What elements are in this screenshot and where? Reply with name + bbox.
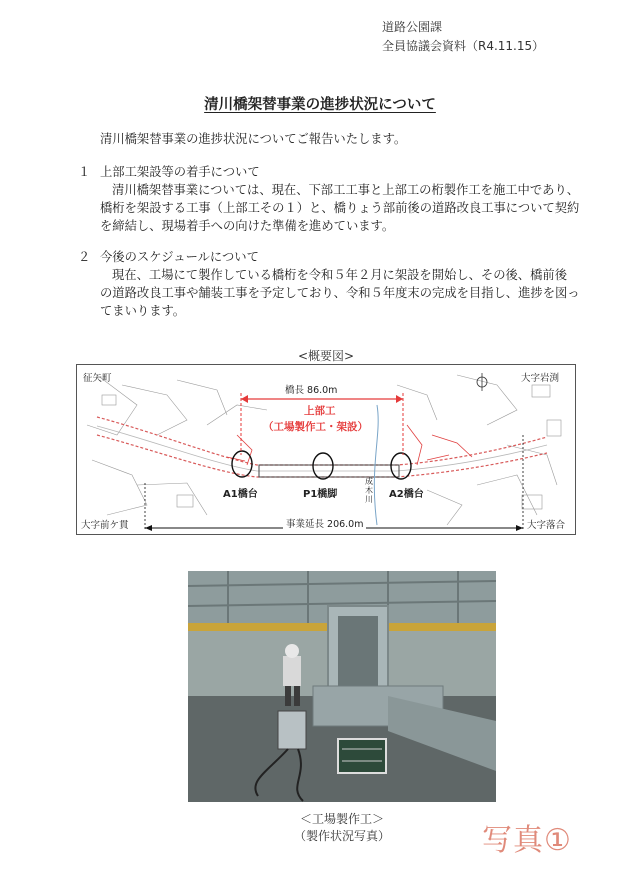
section-1-line: を締結し、現場着手への向けた準備を進めています。 [100,219,395,233]
p1-pier-label: P1橋脚 [303,489,338,500]
section-2-heading: 今後のスケジュールについて [100,250,259,264]
river-label: 成木川 [365,477,373,504]
a1-abutment-label: A1橋台 [223,489,258,500]
section-2-line: の道路改良工事や舗装工事を予定しており、令和５年度末の完成を目指し、進捗を図っ [100,286,580,300]
map-label-bottom-left: 大字前ケ貫 [81,520,129,531]
factory-scene [188,571,496,802]
overview-caption: <概要図> [297,349,355,363]
department-name: 道路公園課 [382,20,443,34]
photo-caption-sub: （製作状況写真） [293,829,390,843]
superstructure-label: 上部工 [304,405,336,417]
map-label-bottom-right: 大字落合 [527,520,566,531]
photo-number-stamp: 写真① [482,823,572,858]
section-2-number: ２ [78,250,91,264]
section-2-line: てまいります。 [100,304,186,318]
factory-photo [188,571,496,802]
meeting-reference: 全員協議会資料（R4.11.15） [382,39,545,53]
section-1-heading: 上部工架設等の着手について [100,165,260,179]
map-label-top-right: 大字岩渕 [521,373,560,384]
photo-caption-main: ＜工場製作工＞ [299,812,384,826]
bridge-length-label: 橋長 86.0m [285,382,337,396]
superstructure-sub-label: （工場製作工・架設） [263,421,368,433]
section-2-line: 現在、工場にて製作している橋桁を令和５年２月に架設を開始し、その後、橋前後 [112,268,567,282]
section-1-line: 橋桁を架設する工事（上部工その１）と、橋りょう部前後の道路改良工事について契約 [100,201,580,215]
section-1-number: １ [78,165,91,179]
intro-text: 清川橋架替事業の進捗状況についてご報告いたします。 [100,132,407,146]
a2-abutment-label: A2橋台 [389,489,424,500]
project-length-label: 事業延長 206.0m [283,516,366,530]
document-title: 清川橋架替事業の進捗状況について [204,97,436,113]
overview-map [76,364,576,535]
section-1-line: 清川橋架替事業については、現在、下部工工事と上部工の桁製作工を施工中であり、 [112,183,580,197]
map-label-top-left: 征矢町 [83,373,112,384]
